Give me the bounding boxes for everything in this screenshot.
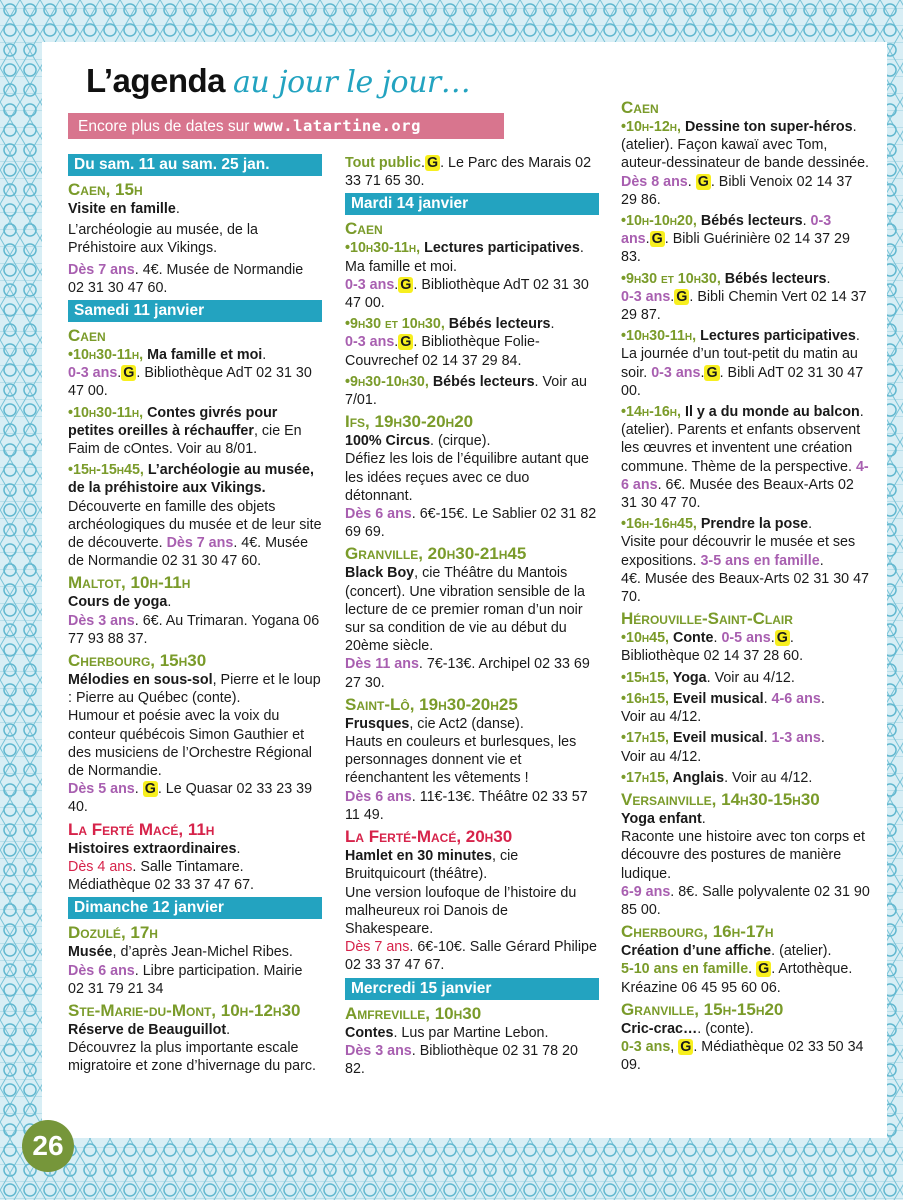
event-entry	[621, 270, 871, 325]
event-title: Bébés lecteurs	[444, 316, 551, 333]
event-entry	[621, 729, 871, 765]
event-text: .	[700, 364, 705, 381]
event-time: •14h-16h,	[621, 404, 681, 421]
event-text: , cie Act2 (danse).	[409, 715, 524, 732]
event-entry	[621, 118, 871, 209]
age-range: Dès 11 ans	[345, 656, 419, 673]
event-text: .	[701, 810, 706, 827]
event-title: 100% Circus	[345, 433, 431, 450]
town-heading: Cherbourg, 15h30	[68, 651, 207, 671]
event-title: Yoga enfant	[621, 810, 702, 827]
event-text: . 8€. Salle polyvalente 02 31 90 85 00.	[621, 883, 870, 918]
title-script: au jour le jour…	[233, 65, 471, 100]
event-title: L’archéologie au musée, de la préhistoire aux Vikings.	[68, 462, 314, 497]
event-entry	[68, 221, 322, 257]
event-entry	[68, 461, 322, 570]
free-badge: G	[676, 288, 688, 305]
event-text: . (cirque).	[430, 433, 491, 450]
event-text: .	[687, 173, 696, 190]
event-entry	[68, 1021, 322, 1076]
event-text: . Libre participation. Mairie 02 31 79 21 34	[68, 962, 303, 997]
event-time: •10h-12h,	[621, 119, 681, 135]
town-heading: La Ferté-Macé, 20h30	[345, 827, 513, 847]
age-range: Dès 3 ans	[345, 1042, 412, 1059]
date-header: Du sam. 11 au sam. 25 jan.	[68, 154, 322, 176]
event-entry	[621, 810, 871, 919]
event-entry	[621, 769, 871, 787]
event-title: Il y a du monde au balcon	[681, 404, 860, 421]
event-entry	[345, 239, 599, 312]
event-text: , cie En Faim de cOntes. Voir au 8/01.	[68, 422, 302, 458]
event-text: . Lus par Martine Lebon.	[393, 1024, 549, 1041]
event-title: Histoires extraordinaires	[68, 840, 237, 857]
event-text: .	[645, 231, 650, 248]
event-text: . Artothèque. Kréazine 06 45 95 60 06.	[621, 961, 853, 996]
event-text: .	[713, 630, 722, 647]
event-text: . (atelier). Parents et enfants observent les œuvres et inventent une création commune. Thème de la perspective.	[621, 404, 864, 475]
town-heading: Caen, 15h	[68, 180, 143, 199]
event-text: . Salle Tintamare. Médiathèque 02 33 37 47 67.	[68, 858, 255, 894]
event-text: .	[808, 516, 813, 533]
event-text: Humour et poésie avec la voix du conteur québécois Simon Gauthier et des musiciens de l’Orchestre Régional de Normandie.	[68, 708, 312, 780]
age-range: 4-6 ans	[621, 458, 869, 493]
event-text: Voir au 4/12.	[621, 709, 702, 726]
event-text: .	[167, 594, 172, 611]
event-time: •10h45,	[621, 630, 670, 647]
event-text: , d’après Jean-Michel Ribes.	[112, 944, 293, 961]
event-text: . Le Parc des Marais 02 33 71 65 30.	[345, 155, 592, 190]
event-entry	[345, 564, 599, 691]
event-text: . (conte).	[697, 1020, 754, 1037]
age-range: 4-6 ans	[771, 690, 821, 707]
event-text: .	[550, 316, 555, 333]
event-text: . (atelier). Façon kawaï avec Tom, auteur-dessinateur de bande dessinée.	[621, 119, 869, 172]
event-entry	[345, 315, 599, 370]
town-heading: Caen	[345, 219, 383, 239]
town-heading: Cherbourg, 16h-17h	[621, 922, 774, 942]
age-range: Dès 6 ans	[68, 962, 135, 979]
event-entry	[68, 840, 322, 895]
event-entry	[68, 346, 322, 401]
event-time: •10h30-11h,	[345, 240, 421, 257]
event-text: Défiez les lois de l’équilibre autant que les idées reçues avec ce duo détonnant.	[345, 451, 589, 504]
page-title	[86, 62, 470, 100]
banner-prefix: Encore plus de dates sur	[78, 118, 254, 135]
event-entry	[68, 593, 322, 648]
event-text: .	[670, 288, 675, 305]
free-badge: G	[651, 231, 663, 248]
event-text: . Bibliothèque 02 14 37 28 60.	[621, 630, 804, 665]
event-entry	[621, 629, 871, 665]
age-range: Dès 4 ans	[68, 858, 133, 875]
event-text: . Bibli Guérinière 02 14 37 29 83.	[621, 231, 850, 266]
age-range: 0-3 ans	[345, 334, 395, 351]
free-badge: G	[758, 961, 770, 978]
age-range: 6-9 ans	[621, 883, 671, 900]
event-text: , cie Théâtre du Mantois (concert). Une vibration sensible de la lecture de ce premier roman d’un noir sur sa condition de vie au début du 20ème siècle.	[345, 565, 585, 655]
event-entry	[621, 327, 871, 400]
town-heading: Versainville, 14h30-15h30	[621, 789, 820, 809]
event-entry	[345, 432, 599, 541]
event-title: Visite en famille	[68, 201, 176, 217]
event-text: Visite pour découvrir le musée et ses expositions.	[621, 534, 856, 569]
event-text: .	[820, 730, 825, 747]
event-entry	[345, 373, 599, 409]
age-range: 0-3 ans	[345, 276, 395, 293]
age-range: 0-3 ans	[621, 288, 671, 305]
event-text: .	[819, 552, 824, 569]
event-entry	[621, 690, 871, 726]
town-heading: Maltot, 10h-11h	[68, 573, 191, 593]
free-badge: G	[776, 630, 788, 647]
event-title: Bébés lecteurs	[428, 373, 535, 390]
event-time: •10h-10h20,	[621, 213, 697, 230]
column-1	[68, 154, 322, 1079]
event-time: •17h15,	[621, 730, 670, 747]
event-text: .	[117, 365, 122, 382]
age-range: Dès 7 ans	[68, 261, 135, 278]
event-text: .	[236, 840, 241, 857]
event-entry	[68, 261, 322, 297]
event-title: Cric-crac…	[621, 1020, 698, 1037]
event-text: Hauts en couleurs et burlesques, les personnages donnent vie et réenchantent les vêtements !	[345, 734, 577, 787]
date-header: Dimanche 12 janvier	[68, 897, 322, 919]
event-entry	[621, 669, 871, 687]
event-time: •17h15,	[621, 769, 670, 786]
event-text: . 11€-13€. Théâtre 02 33 57 11 49.	[345, 788, 588, 823]
event-text: . Bibli AdT 02 31 30 47 00.	[621, 364, 864, 399]
town-heading: Caen	[621, 98, 659, 117]
free-badge: G	[680, 1038, 692, 1055]
age-range: 5-10 ans en famille	[621, 961, 749, 978]
free-badge: G	[426, 155, 439, 171]
event-text: . Médiathèque 02 33 50 34 09.	[621, 1038, 864, 1074]
event-text: . Le Quasar 02 33 23 39 40.	[68, 781, 313, 816]
event-entry	[68, 943, 322, 998]
event-title: Conte	[669, 630, 714, 647]
page-number: 26	[22, 1120, 74, 1172]
date-header: Mardi 14 janvier	[345, 193, 599, 215]
free-badge: G	[144, 781, 156, 798]
event-title: Anglais	[669, 769, 725, 786]
event-text: Découvrez la plus importante escale migratoire et zone d’hivernage du parc.	[68, 1040, 316, 1075]
event-entry	[345, 715, 599, 824]
event-text: .	[420, 155, 425, 171]
event-time: •10h30-11h,	[68, 404, 144, 421]
age-range: Dès 3 ans	[68, 612, 135, 629]
event-title: Bébés lecteurs	[696, 213, 803, 230]
event-entry	[68, 200, 322, 218]
event-time: •15h-15h45,	[68, 462, 144, 479]
event-title: Eveil musical	[669, 690, 764, 707]
website-banner	[68, 113, 504, 139]
event-text: .	[175, 201, 180, 217]
event-entry	[68, 671, 322, 817]
event-text: .	[763, 690, 772, 707]
event-text: . Bibli Chemin Vert 02 14 37 29 87.	[621, 288, 867, 324]
age-range: Dès 5 ans	[68, 781, 135, 798]
age-range: Dès 6 ans	[345, 788, 412, 805]
event-text: . La journée d’un tout-petit du matin au soir.	[621, 328, 860, 381]
event-title: Lectures participatives	[420, 240, 580, 257]
free-badge: G	[697, 173, 709, 190]
event-time: •9h30-10h30,	[345, 373, 429, 390]
free-badge: G	[400, 334, 412, 351]
event-text: . 7€-13€. Archipel 02 33 69 27 30.	[345, 656, 590, 691]
event-time: •16h-16h45,	[621, 516, 697, 533]
age-range: 0-5 ans	[721, 630, 771, 647]
event-title: Création d’une affiche	[621, 943, 772, 960]
age-range: Dès 8 ans	[621, 173, 688, 190]
event-time: •15h15,	[621, 669, 670, 686]
event-text: .	[226, 1021, 231, 1038]
event-text: . Voir au 7/01.	[345, 373, 588, 409]
event-text: . Ma famille et moi.	[345, 240, 584, 275]
event-text: . 6€. Au Trimaran. Yogana 06 77 93 88 37.	[68, 612, 320, 647]
title-text: L’agenda	[86, 62, 226, 99]
event-text: . Voir au 4/12.	[724, 769, 813, 786]
event-text: . Bibliothèque 02 31 78 20 82.	[345, 1042, 578, 1077]
date-header: Mercredi 15 janvier	[345, 978, 599, 1000]
event-title: Prendre la pose	[696, 516, 809, 533]
event-title: Bébés lecteurs	[720, 270, 827, 287]
event-title: Réserve de Beauguillot	[68, 1021, 227, 1038]
event-text: .	[826, 270, 831, 287]
event-text: Une version loufoque de l’histoire du malheureux roi Danois de Shakespeare.	[345, 884, 577, 937]
event-title: Musée	[68, 944, 113, 961]
free-badge: G	[400, 276, 412, 293]
event-text: .	[748, 961, 757, 978]
age-range: 1-3 ans	[771, 730, 821, 747]
age-range: Dès 6 ans	[345, 506, 412, 523]
age-range: 0-3 ans	[68, 365, 118, 382]
event-text: Découverte en famille des objets archéologiques du musée et de leur site de découverte.	[68, 498, 322, 552]
event-text: .	[262, 347, 267, 364]
age-range: Dès 7 ans	[166, 535, 234, 552]
town-heading: Ifs, 19h30-20h20	[345, 412, 474, 432]
town-heading: Dozulé, 17h	[68, 923, 158, 943]
event-entry	[68, 404, 322, 459]
event-entry	[345, 847, 599, 974]
agenda-page	[42, 42, 887, 1138]
town-heading: La Ferté Macé, 11h	[68, 819, 215, 839]
event-title: Black Boy	[345, 565, 415, 582]
event-text: .	[770, 630, 775, 647]
event-text: .	[820, 690, 825, 707]
event-text: L’archéologie au musée, de la Préhistoire aux Vikings.	[68, 222, 258, 257]
free-badge: G	[123, 365, 135, 382]
date-header: Samedi 11 janvier	[68, 300, 322, 322]
town-heading: Hérouville-Saint-Clair	[621, 609, 793, 629]
event-title: Hamlet en 30 minutes	[345, 848, 492, 865]
event-time: •16h15,	[621, 690, 670, 707]
event-title: Ma famille et moi	[143, 347, 263, 364]
event-text: . Bibliothèque AdT 02 31 30 47 00.	[68, 365, 312, 400]
event-entry	[621, 403, 871, 512]
age-range: Tout public	[345, 155, 421, 171]
event-text: ,	[670, 1038, 679, 1055]
event-text: . 4€. Musée de Normandie 02 31 30 47 60.	[68, 535, 309, 570]
event-title: Contes givrés pour petites oreilles à réchauffer	[68, 404, 278, 439]
event-text: . Bibliothèque AdT 02 31 30 47 00.	[345, 276, 589, 312]
event-text: , cie Bruitquicourt (théâtre).	[345, 848, 519, 883]
town-heading: Ste-Marie-du-Mont, 10h-12h30	[68, 1000, 301, 1020]
event-text: .	[394, 334, 399, 351]
column-3	[621, 96, 871, 1077]
event-text: . 6€-15€. Le Sablier 02 31 82 69 69.	[345, 506, 597, 541]
event-text: 4€. Musée des Beaux-Arts 02 31 30 47 70.	[621, 570, 869, 606]
event-entry	[621, 942, 871, 997]
event-text: . (atelier).	[771, 943, 832, 960]
event-time: •9h30 et 10h30,	[345, 316, 445, 333]
age-range: Dès 7 ans	[345, 939, 410, 956]
event-title: Mélodies en sous-sol	[68, 672, 213, 689]
event-time: •10h30-11h,	[621, 328, 697, 345]
event-text: .	[802, 213, 811, 230]
event-title: Eveil musical	[669, 730, 764, 747]
age-range: 0-3 ans	[621, 213, 832, 248]
event-text: .	[394, 276, 399, 293]
event-text: .	[134, 781, 143, 798]
event-text: Voir au 4/12.	[621, 748, 702, 765]
town-heading: Granville, 15h-15h20	[621, 999, 784, 1019]
town-heading: Amfreville, 10h30	[345, 1003, 482, 1023]
event-text: . 6€. Musée des Beaux-Arts 02 31 30 47 70.	[621, 476, 854, 512]
event-entry	[621, 212, 871, 267]
age-range: 3-5 ans en famille	[700, 552, 820, 569]
event-entry	[621, 515, 871, 606]
event-entry	[345, 154, 599, 190]
event-text: . Voir au 4/12.	[706, 669, 795, 686]
event-time: •9h30 et 10h30,	[621, 270, 721, 287]
event-title: Lectures participatives	[696, 328, 856, 345]
event-text: Raconte une histoire avec ton corps et découvre des postures de manière ludique.	[621, 829, 865, 882]
event-text: . Bibli Venoix 02 14 37 29 86.	[621, 173, 853, 208]
town-heading: Granville, 20h30-21h45	[345, 544, 527, 564]
event-text: .	[763, 730, 772, 747]
event-title: Dessine ton super-héros	[681, 119, 853, 135]
event-title: Frusques	[345, 715, 410, 732]
free-badge: G	[706, 364, 718, 381]
event-entry	[621, 1020, 871, 1075]
event-title: Contes	[345, 1024, 394, 1041]
event-title: Yoga	[669, 669, 707, 686]
event-text: , Pierre et le loup : Pierre au Québec (conte).	[68, 672, 321, 707]
event-text: . 6€-10€. Salle Gérard Philipe 02 33 37 47 67.	[345, 939, 597, 974]
age-range: 0-3 ans	[651, 364, 701, 381]
banner-url[interactable]: www.latartine.org	[253, 117, 421, 135]
town-heading: Saint-Lô, 19h30-20h25	[345, 694, 518, 714]
event-time: •10h30-11h,	[68, 347, 144, 364]
event-text: . Bibliothèque Folie-Couvrechef 02 14 37 29 84.	[345, 334, 540, 369]
town-heading: Caen	[68, 326, 106, 346]
event-entry	[345, 1024, 599, 1079]
event-text: . 4€. Musée de Normandie 02 31 30 47 60.	[68, 261, 304, 296]
event-title: Cours de yoga	[68, 594, 168, 611]
age-range: 0-3 ans	[621, 1038, 671, 1055]
column-2	[345, 154, 599, 1081]
